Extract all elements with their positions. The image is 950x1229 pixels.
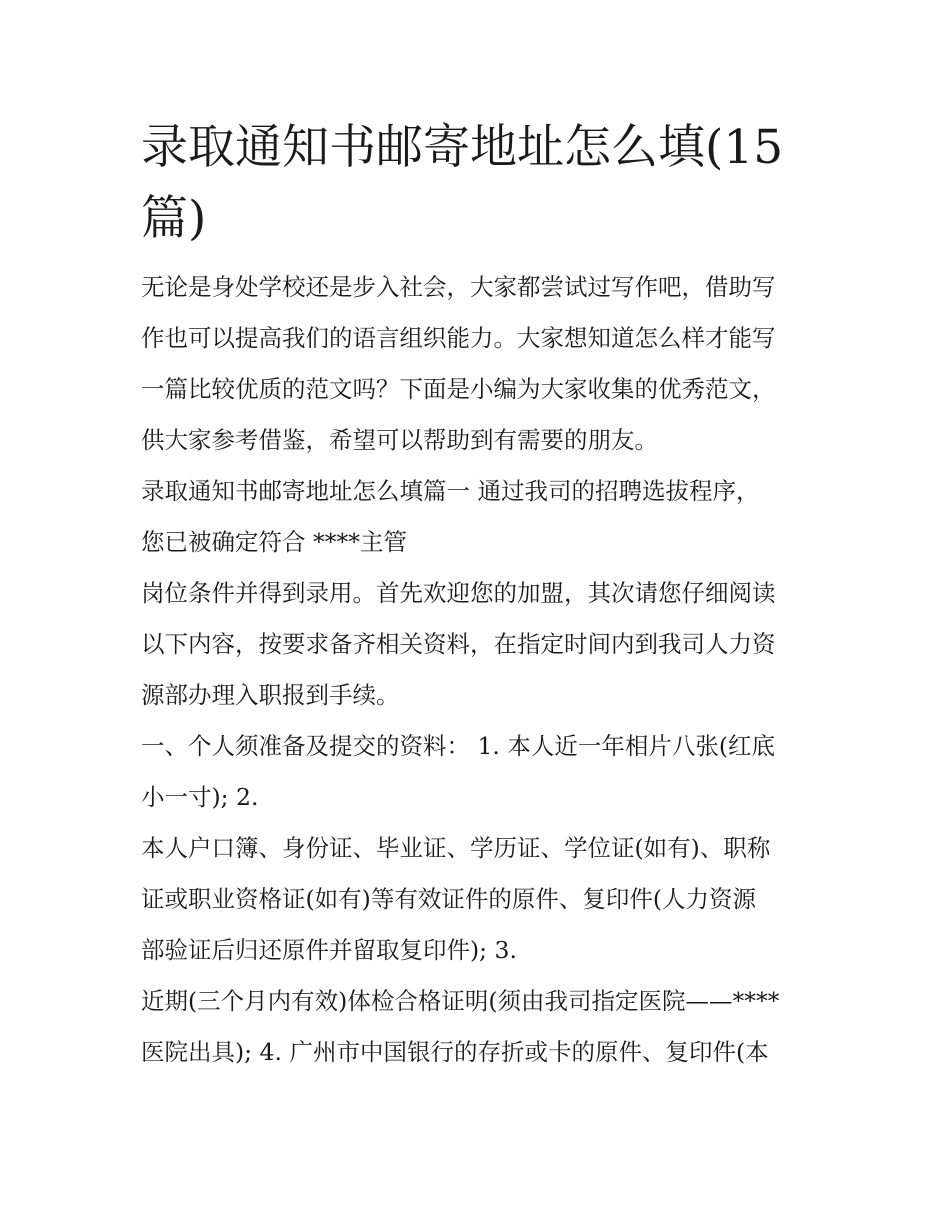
title-line: 篇) bbox=[141, 191, 207, 246]
text-line: 部验证后归还原件并留取复印件); 3. bbox=[141, 936, 517, 964]
document-title bbox=[141, 112, 809, 254]
text-line: 以下内容，按要求备齐相关资料，在指定时间内到我司人力资 bbox=[141, 630, 776, 658]
text-line: 本人户口簿、身份证、毕业证、学历证、学位证(如有)、职称 bbox=[141, 834, 771, 862]
paragraph-welcome bbox=[141, 568, 809, 721]
text-line: 一篇比较优质的范文吗？下面是小编为大家收集的优秀范文， bbox=[141, 375, 776, 403]
text-line: 小一寸); 2. bbox=[141, 783, 259, 811]
paragraph-certificates bbox=[141, 823, 809, 976]
text-line: 您已被确定符合 ****主管 bbox=[141, 528, 407, 556]
document-page bbox=[141, 112, 809, 1078]
text-line: 供大家参考借鉴，希望可以帮助到有需要的朋友。 bbox=[141, 426, 658, 454]
text-line: 近期(三个月内有效)体检合格证明(须由我司指定医院——**** bbox=[141, 987, 780, 1015]
paragraph-section-one bbox=[141, 466, 809, 568]
text-line: 录取通知书邮寄地址怎么填篇一 通过我司的招聘选拔程序， bbox=[141, 477, 760, 505]
text-line: 作也可以提高我们的语言组织能力。大家想知道怎么样才能写 bbox=[141, 324, 776, 352]
text-line: 一、个人须准备及提交的资料： 1. 本人近一年相片八张(红底 bbox=[141, 732, 776, 760]
text-line: 医院出具); 4. 广州市中国银行的存折或卡的原件、复印件(本 bbox=[141, 1038, 769, 1066]
paragraph-materials bbox=[141, 721, 809, 823]
text-line: 无论是身处学校还是步入社会，大家都尝试过写作吧，借助写 bbox=[141, 273, 776, 301]
text-line: 源部办理入职报到手续。 bbox=[141, 681, 400, 709]
paragraph-medical bbox=[141, 976, 809, 1078]
title-line: 录取通知书邮寄地址怎么填(15 bbox=[141, 120, 784, 175]
text-line: 岗位条件并得到录用。首先欢迎您的加盟，其次请您仔细阅读 bbox=[141, 579, 776, 607]
text-line: 证或职业资格证(如有)等有效证件的原件、复印件(人力资源 bbox=[141, 885, 757, 913]
paragraph-intro bbox=[141, 262, 809, 466]
